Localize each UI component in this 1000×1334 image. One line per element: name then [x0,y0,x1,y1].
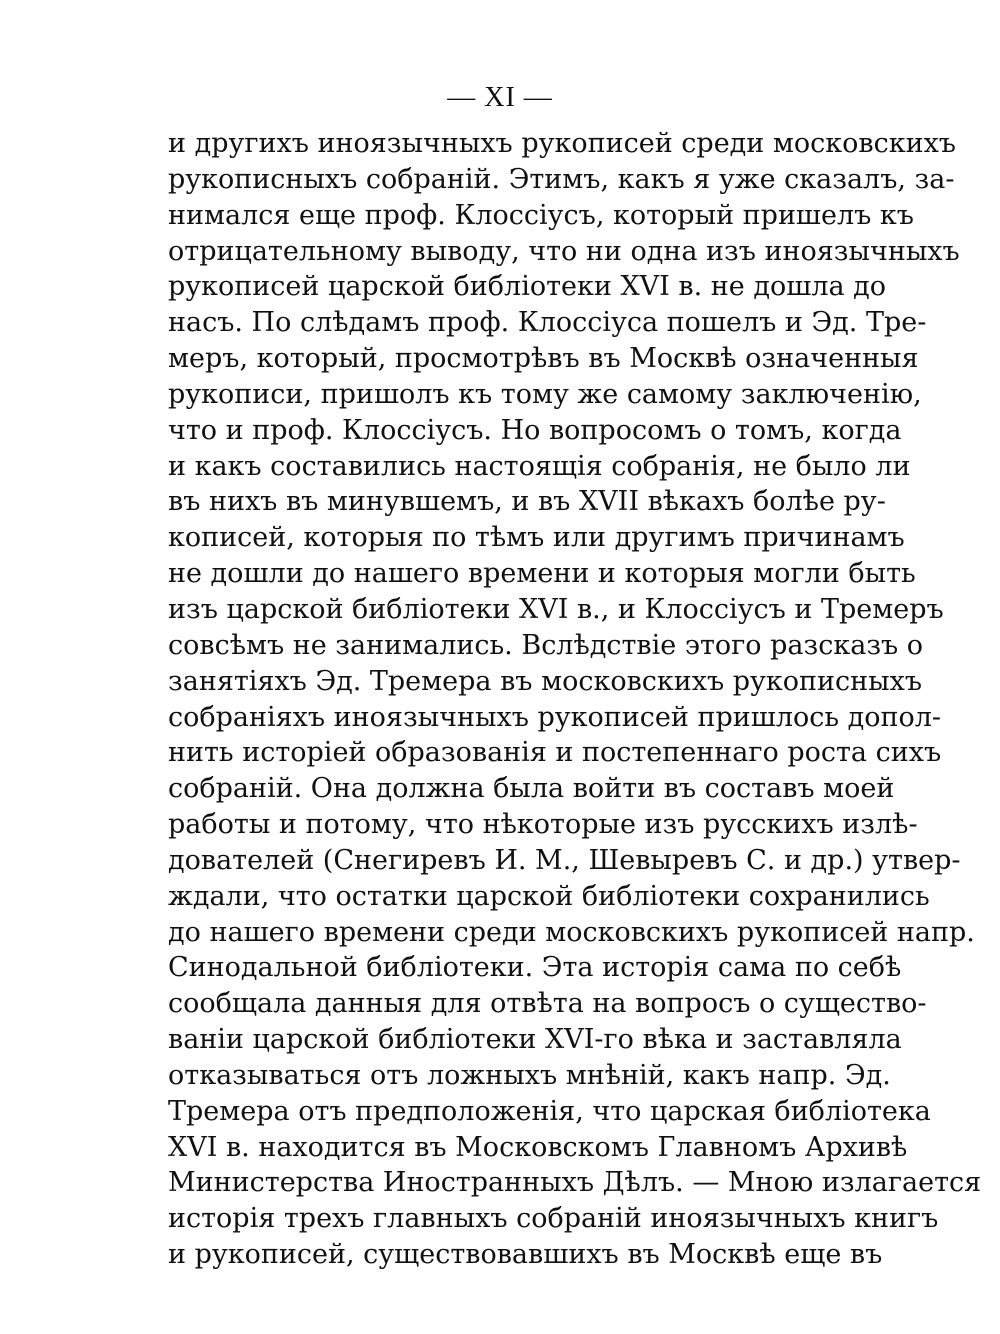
text-line: и другихъ иноязычныхъ рукописей среди московскихъ [168,128,956,159]
text-line: Министерства Иностранныхъ Дѣлъ. — Мною излагается [168,1167,982,1199]
text-line: отрицательному выводу, что ни одна изъ иноязычныхъ [168,235,960,267]
text-line: XVI в. находится въ Московскомъ Главномъ Архивѣ [168,1131,908,1163]
text-line: занятіяхъ Эд. Тремера въ московскихъ рукописныхъ [168,665,923,697]
text-line: и рукописей, существовавшихъ въ Москвѣ еще въ [168,1239,883,1271]
text-line: работы и потому, что нѣкоторые изъ русскихъ излѣ- [168,809,918,841]
body-text [168,126,982,1273]
text-line: рукописныхъ собраній. Этимъ, какъ я уже сказалъ, за- [168,163,955,195]
text-line: рукописи, пришолъ къ тому же самому заключенію, [168,378,922,410]
text-line: въ нихъ въ минувшемъ, и въ XVII вѣкахъ болѣе ру- [168,486,886,518]
text-line: собраніяхъ иноязычныхъ рукописей пришлось допол- [168,701,942,733]
text-line: что и проф. Клоссіусъ. Но вопросомъ о томъ, когда [168,414,902,446]
text-line: сообщала данныя для отвѣта на вопросъ о существо- [168,988,927,1020]
text-line: дователей (Снегиревъ И. М., Шевыревъ С. и др.) утвер- [168,844,961,876]
text-line: отказываться отъ ложныхъ мнѣній, какъ напр. Эд. [168,1059,891,1091]
text-line: до нашего времени среди московскихъ рукописей напр. [168,916,975,948]
text-line: и какъ составились настоящія собранія, не было ли [168,450,911,482]
text-line: кописей, которыя по тѣмъ или другимъ причинамъ [168,522,905,554]
text-line: Тремера отъ предположенія, что царская библіотека [168,1095,931,1127]
page-number-header: — XI — [447,82,553,113]
text-line: нить исторіей образованія и постепеннаго роста сихъ [168,737,942,769]
text-line: Синодальной библіотеки. Эта исторія сама по себѣ [168,952,902,984]
text-line: не дошли до нашего времени и которыя могли быть [168,558,916,590]
text-line: совсѣмъ не занимались. Вслѣдствіе этого разсказъ о [168,629,924,661]
text-line: меръ, который, просмотрѣвъ въ Москвѣ означенныя [168,343,919,375]
text-line: исторія трехъ главныхъ собраній иноязычныхъ книгъ [168,1203,939,1235]
text-line: ждали, что остатки царской библіотеки сохранились [168,880,930,912]
text-line: ваніи царской библіотеки XVI-го вѣка и заставляла [168,1024,902,1056]
text-line: собраній. Она должна была войти въ составъ моей [168,773,895,805]
text-line: насъ. По слѣдамъ проф. Клоссіуса пошелъ и Эд. Тре- [168,307,927,339]
text-line: изъ царской библіотеки XVI в., и Клоссіусъ и Тремеръ [168,593,944,625]
text-line: нимался еще проф. Клоссіусъ, который пришелъ къ [168,199,914,231]
text-line: рукописей царской библіотеки XVI в. не дошла до [168,271,887,303]
